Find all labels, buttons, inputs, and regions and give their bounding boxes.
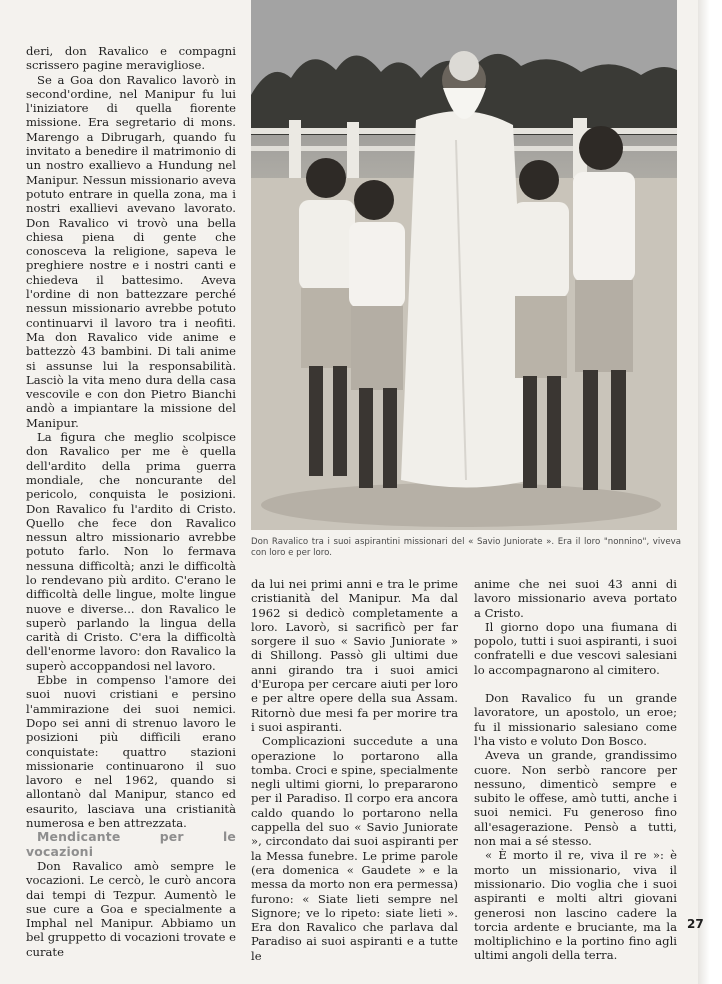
paragraph: La figura che meglio scolpisce don Ravalico per me è quella dell'ardito della prima guerra mondiale, che noncurante del pericolo, conquista le posizioni. Don Ravalico fu l'ardito di Cristo. Quello che fece don Ravalico nessun altro missionario avrebbe potuto farlo. Non lo fermava nessuna difficoltà; anzi le difficoltà lo rendevano più ardito. C'erano le difficoltà delle lingue, molte lingue nuove e diverse... don Ravalico le superò parlando la lingua della carità di Cristo. C'era la difficoltà dell'enorme lavoro: don Ravalico la superò accoppandosi nel lavoro. <box>26 430 236 673</box>
paragraph: Complicazioni succedute a una operazione lo portarono alla tomba. Croci e spine, specialmente negli ultimi giorni, lo prepararono per il Paradiso. Il corpo era ancora caldo quando lo portarono nella cappella del suo « Savio Juniorate », circondato dai suoi aspiranti per la Messa funebre. Le prime parole (era domenica « Gaudete » e la messa da morto non era permessa) furono: « Siate lieti sempre nel Signore; ve lo ripeto: siate lieti ». Era don Ravalico che parlava dal Paradiso ai suoi aspiranti e a tutte le <box>251 734 458 963</box>
text-column-right <box>474 577 677 963</box>
paragraph: anime che nei suoi 43 anni di lavoro missionario aveva portato a Cristo. <box>474 577 677 620</box>
section-heading: Mendicante per le vocazioni <box>26 829 236 859</box>
photo-caption: Don Ravalico tra i suoi aspirantini missionari del « Savio Juniorate ». Era il loro "nonnino", viveva con loro e per loro. <box>251 537 681 558</box>
paragraph: Don Ravalico amò sempre le vocazioni. Le cercò, le curò ancora dai tempi di Tezpur. Aumentò le sue cure a Goa e specialmente a Imphal nel Manipur. Abbiamo un bel gruppetto di vocazioni trovate e curate <box>26 858 236 959</box>
paragraph: « È morto il re, viva il re »: è morto un missionario, viva il missionario. Dio voglia che i suoi aspiranti e molti altri giovani generosi non lascino cadere la torcia ardente e bruciante, ma la moltiplichino e la portino fino agli ultimi angoli della terra. <box>474 848 677 963</box>
paragraph: Don Ravalico fu un grande lavoratore, un apostolo, un eroe; fu il missionario salesiano come l'ha visto e voluto Don Bosco. <box>474 691 677 748</box>
text-column-left <box>26 44 236 959</box>
photo-missionary-with-boys <box>251 0 677 530</box>
page-number: 27 <box>687 917 704 931</box>
paragraph: Se a Goa don Ravalico lavorò in second'ordine, nel Manipur fu lui l'iniziatore di quella fiorente missione. Era segretario di mons. Marengo a Dibrugarh, quando fu invitato a benedire il matrimonio di un nostro exallievo a Hundung nel Manipur. Nessun missionario aveva potuto entrare in quella zona, ma i nostri exallievi avevano lavorato. Don Ravalico vi trovò una bella chiesa piena di gente che conosceva la religione, sapeva le preghiere nostre e i nostri canti e chiedeva il battesimo. Aveva l'ordine di non battezzare perché nessun missionario avrebbe potuto continuarvi il lavoro tra i neofiti. Ma don Ravalico vide anime e battezzò 43 bambini. Di tali anime si assunse lui la responsabilità. Lasciò la vita meno dura della casa vescovile e con don Pietro Bianchi andò a impiantare la missione del Manipur. <box>26 72 236 430</box>
paragraph: da lui nei primi anni e tra le prime cristianità del Manipur. Ma dal 1962 si dedicò completamente a loro. Lavorò, si sacrificò per far sorgere il suo « Savio Juniorate » di Shillong. Passò gli ultimi due anni girando tra i suoi amici d'Europa per cercare aiuti per loro e per altre opere della sua Assam. Ritornò due mesi fa per morire tra i suoi aspiranti. <box>251 577 458 734</box>
paragraph: Il giorno dopo una fiumana di popolo, tutti i suoi aspiranti, i suoi confratelli e due vescovi salesiani lo accompagnarono al cimitero. <box>474 619 677 677</box>
text-column-middle <box>251 577 458 963</box>
paragraph: Ebbe in compenso l'amore dei suoi nuovi cristiani e persino l'ammirazione dei suoi nemici. Dopo sei anni di strenuo lavoro le posizioni più difficili erano conquistate: quattro stazioni missionarie continuarono il suo lavoro e nel 1962, quando si allontanò dal Manipur, stanco ed esaurito, lasciava una cristianità numerosa e ben attrezzata. <box>26 673 236 831</box>
page-edge <box>698 0 710 984</box>
paragraph: Aveva un grande, grandissimo cuore. Non serbò rancore per nessuno, dimenticò sempre e subito le offese, amò tutti, anche i suoi nemici. Fu generoso fino all'esagerazione. Pensò a tutti, non mai a sé stesso. <box>474 748 677 849</box>
photo-illustration <box>251 0 677 530</box>
paragraph: deri, don Ravalico e compagni scrissero pagine meravigliose. <box>26 44 236 73</box>
